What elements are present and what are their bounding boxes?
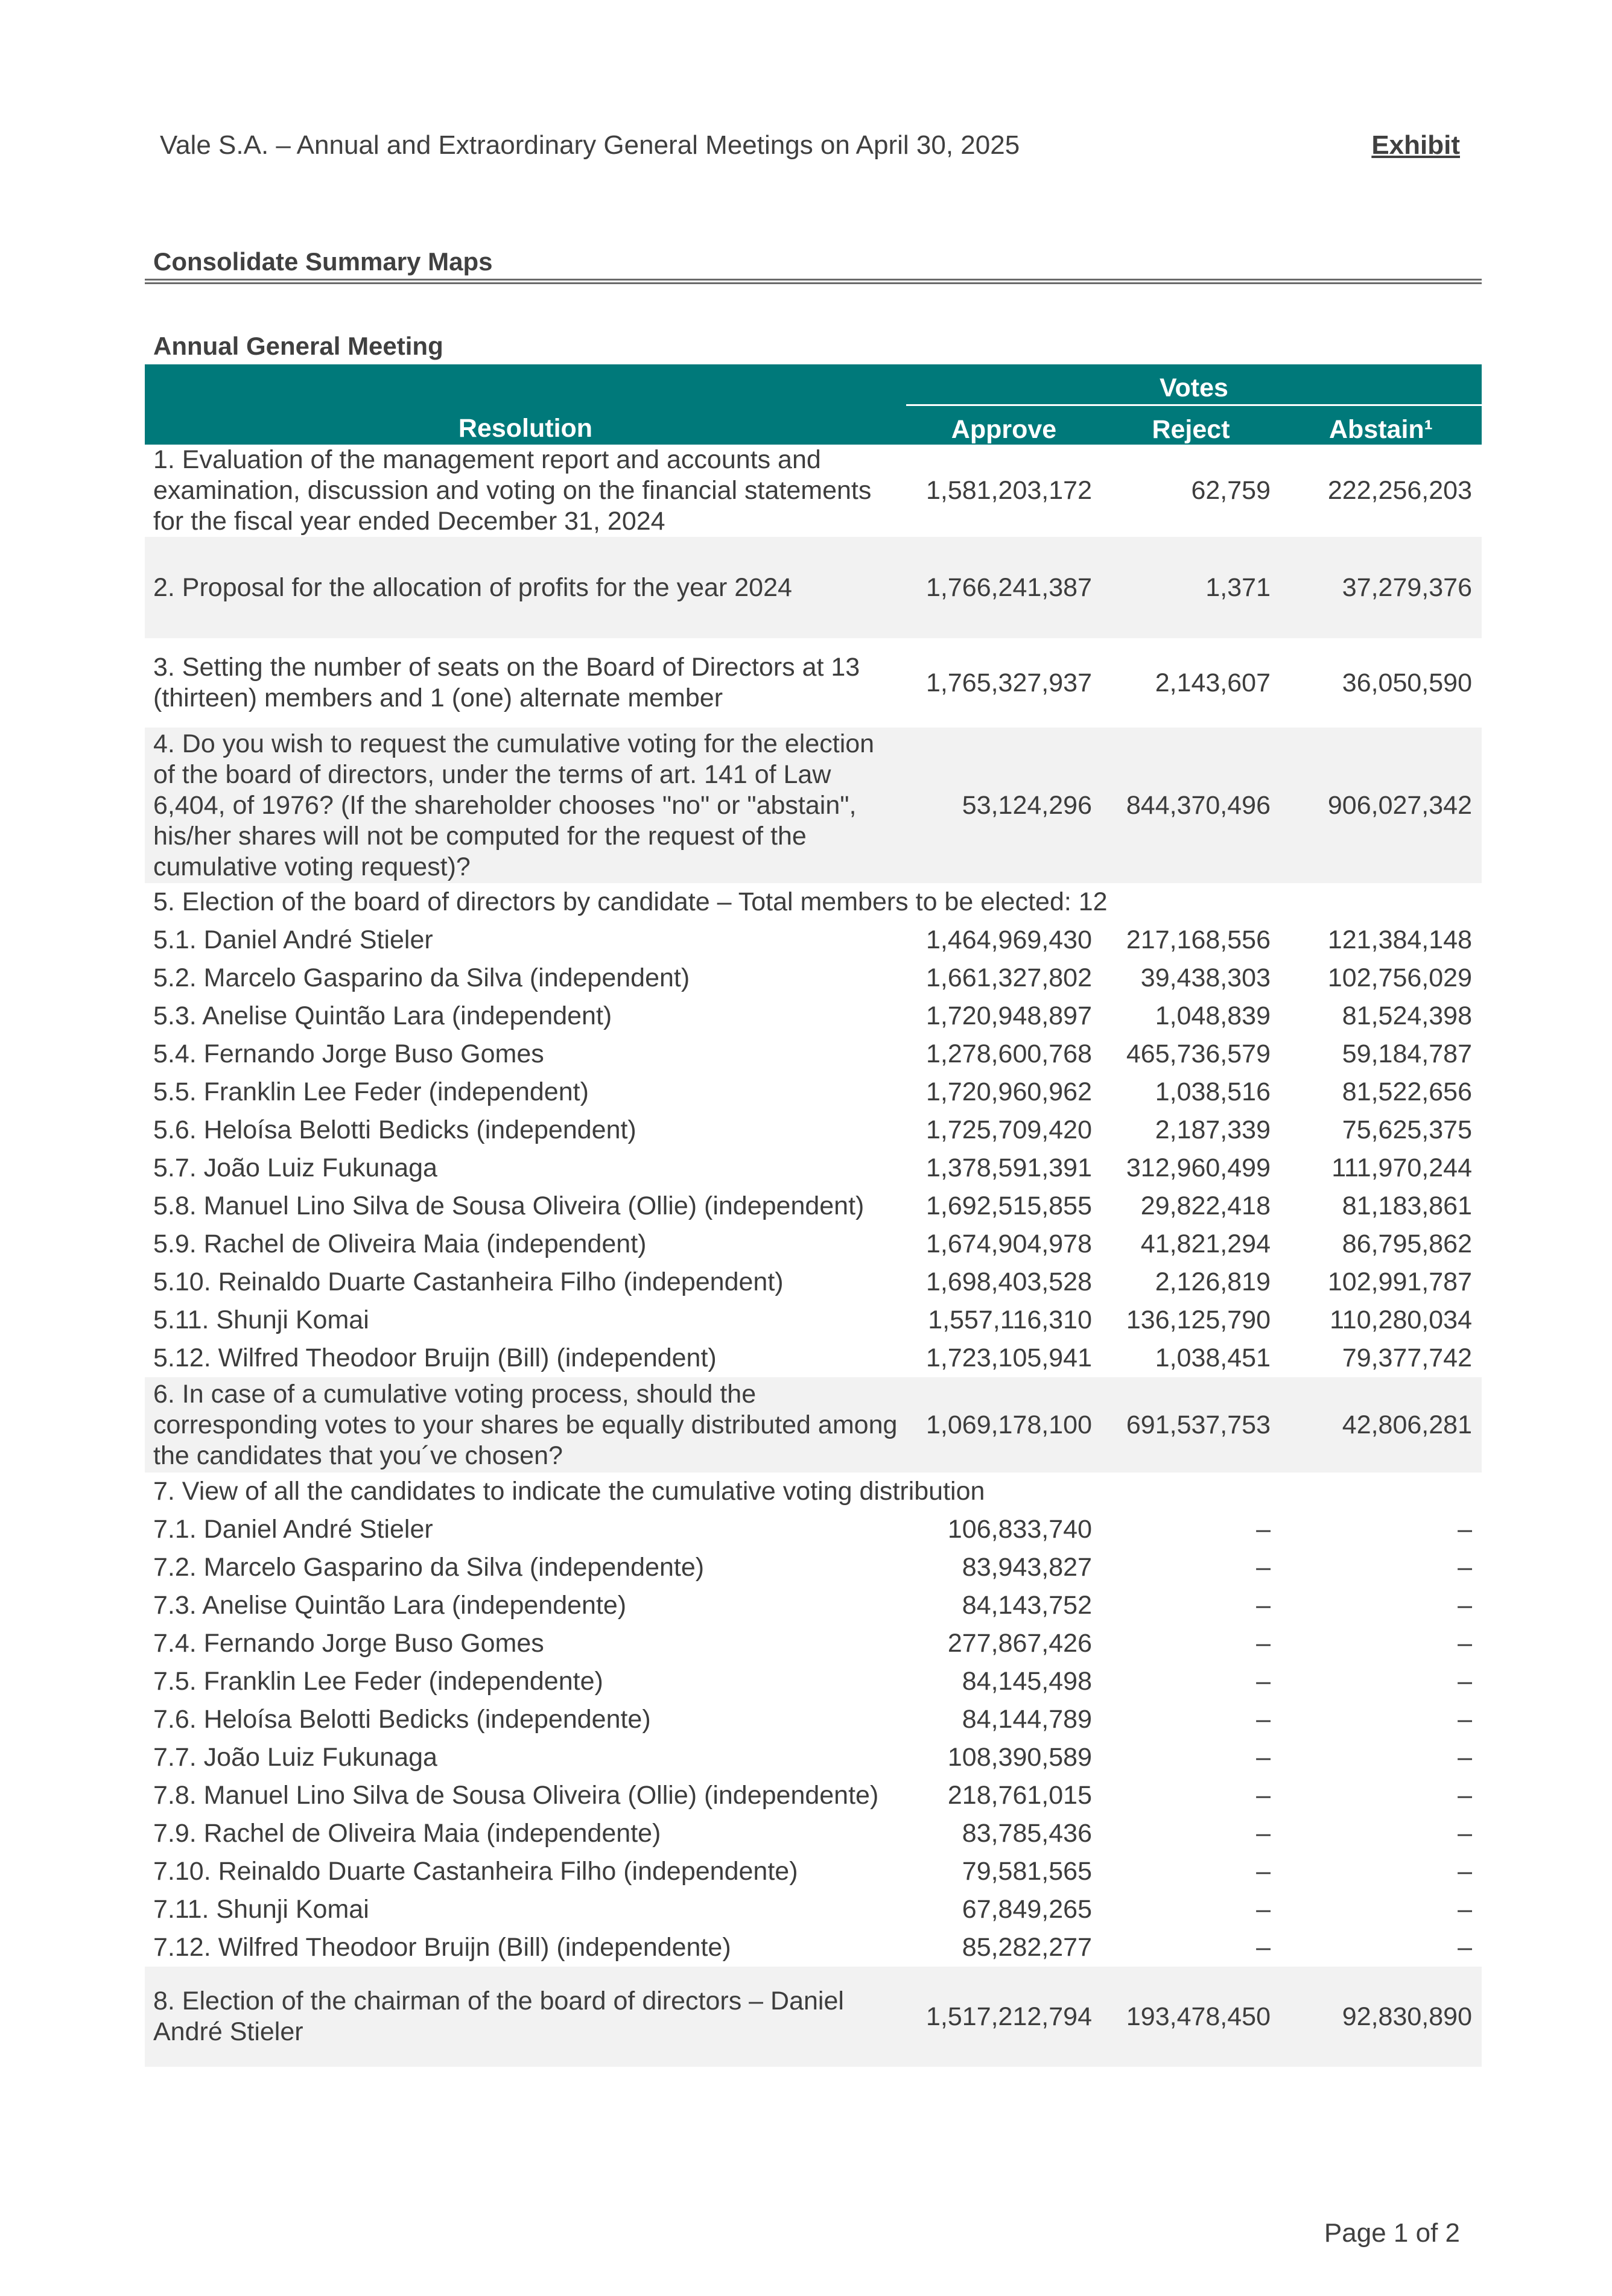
table-row [145,1339,1482,1377]
resolution-cell: 5.12. Wilfred Theodoor Bruijn (Bill) (independent) [153,1343,717,1372]
reject-cell: 465,736,579 [1126,1039,1271,1068]
resolution-cell: 7.1. Daniel André Stieler [153,1515,433,1544]
abstain-cell: 81,522,656 [1342,1077,1472,1106]
reject-cell: 844,370,496 [1102,728,1280,883]
approve-cell: 85,282,277 [962,1933,1092,1962]
reject-cell: – [1256,1515,1271,1544]
reject-cell: – [1256,1667,1271,1696]
table-row [145,1739,1482,1777]
reject-cell: – [1256,1895,1271,1924]
table-row [145,1929,1482,1967]
abstain-cell: 111,970,244 [1331,1153,1472,1182]
approve-cell: 1,698,403,528 [926,1267,1092,1296]
section-row [145,1473,1482,1511]
approve-cell: 83,785,436 [962,1819,1092,1848]
resolution-cell: 8. Election of the chairman of the board of directors – Daniel André Stieler [145,1967,906,2067]
approve-cell: 277,867,426 [947,1629,1092,1658]
approve-cell: 1,464,969,430 [926,925,1092,954]
abstain-cell: 222,256,203 [1327,476,1472,505]
page-number: Page 1 of 2 [1324,2218,1460,2248]
resolution-cell: 5.10. Reinaldo Duarte Castanheira Filho (independent) [153,1267,784,1296]
reject-cell: 691,537,753 [1102,1377,1280,1473]
reject-cell: 1,371 [1102,537,1280,638]
table-row [145,1891,1482,1929]
reject-cell: 136,125,790 [1126,1305,1271,1334]
column-header-reject: Reject [1102,405,1280,445]
reject-cell: – [1256,1781,1271,1810]
approve-cell: 53,124,296 [906,728,1102,883]
approve-cell: 1,517,212,794 [906,1967,1102,2067]
approve-cell: 1,278,600,768 [926,1039,1092,1068]
abstain-cell: – [1458,1667,1472,1696]
meeting-title: Annual General Meeting [153,332,443,360]
resolution-cell: 5.1. Daniel André Stieler [153,925,433,954]
table-row [145,1777,1482,1815]
abstain-cell: – [1458,1857,1472,1886]
table-row [145,1625,1482,1663]
abstain-cell: – [1458,1629,1472,1658]
resolution-cell: 5.9. Rachel de Oliveira Maia (independent) [153,1229,647,1258]
abstain-cell: 59,184,787 [1342,1039,1472,1068]
abstain-cell: 79,377,742 [1342,1343,1472,1372]
resolution-cell: 6. In case of a cumulative voting process, should the corresponding votes to your shares be equally distributed among the candidates that you´ve chosen? [145,1377,906,1473]
approve-cell: 67,849,265 [962,1895,1092,1924]
resolution-cell: 7.5. Franklin Lee Feder (independente) [153,1667,603,1696]
approve-cell: 84,144,789 [962,1705,1092,1734]
reject-cell: 62,759 [1191,476,1271,505]
resolution-cell: 7.2. Marcelo Gasparino da Silva (independente) [153,1553,705,1582]
approve-cell: 1,378,591,391 [926,1153,1092,1182]
approve-cell: 1,674,904,978 [926,1229,1092,1258]
reject-cell: 39,438,303 [1140,963,1271,992]
resolution-cell: 2. Proposal for the allocation of profits for the year 2024 [145,537,906,638]
abstain-cell: 37,279,376 [1280,537,1482,638]
table-row [145,638,1482,728]
resolution-cell: 5.8. Manuel Lino Silva de Sousa Oliveira (Ollie) (independent) [153,1191,865,1220]
reject-cell: 1,038,516 [1155,1077,1271,1106]
approve-cell: 1,766,241,387 [906,537,1102,638]
resolution-cell: 5.11. Shunji Komai [153,1305,369,1334]
reject-cell: – [1256,1819,1271,1848]
approve-cell: 84,143,752 [962,1591,1092,1620]
reject-cell: 2,143,607 [1155,668,1271,697]
table-row [145,1549,1482,1587]
reject-cell: – [1256,1743,1271,1772]
table-row [145,1073,1482,1111]
approve-cell: 218,761,015 [947,1781,1092,1810]
approve-cell: 83,943,827 [962,1553,1092,1582]
table-row [145,959,1482,997]
approve-cell: 79,581,565 [962,1857,1092,1886]
abstain-cell: – [1458,1743,1472,1772]
abstain-cell: 121,384,148 [1327,925,1472,954]
reject-cell: 312,960,499 [1126,1153,1271,1182]
reject-cell: – [1256,1857,1271,1886]
table-row [145,1815,1482,1853]
abstain-cell: – [1458,1705,1472,1734]
resolution-cell: 5.5. Franklin Lee Feder (independent) [153,1077,589,1106]
abstain-cell: 92,830,890 [1280,1967,1482,2067]
resolution-cell: 5.4. Fernando Jorge Buso Gomes [153,1039,544,1068]
abstain-cell: – [1458,1819,1472,1848]
abstain-cell: 75,625,375 [1342,1115,1472,1144]
approve-cell: 1,069,178,100 [906,1377,1102,1473]
section-label: 5. Election of the board of directors by candidate – Total members to be elected: 12 [153,887,1108,916]
table-row [145,445,1482,537]
approve-cell: 1,557,116,310 [928,1305,1092,1334]
reject-cell: 217,168,556 [1126,925,1271,954]
abstain-cell: – [1458,1591,1472,1620]
reject-cell: – [1256,1933,1271,1962]
resolution-cell: 7.12. Wilfred Theodoor Bruijn (Bill) (independente) [153,1933,731,1962]
resolution-cell: 5.3. Anelise Quintão Lara (independent) [153,1001,612,1030]
table-row [145,1511,1482,1549]
table-row [145,728,1482,883]
approve-cell: 1,720,948,897 [926,1001,1092,1030]
table-row [145,1187,1482,1225]
abstain-cell: – [1458,1515,1472,1544]
abstain-cell: – [1458,1781,1472,1810]
table-row [145,1035,1482,1073]
abstain-cell: – [1458,1553,1472,1582]
table-row [145,1853,1482,1891]
abstain-cell: – [1458,1895,1472,1924]
table-row [145,997,1482,1035]
abstain-cell: 906,027,342 [1280,728,1482,883]
reject-cell: 2,126,819 [1155,1267,1271,1296]
resolution-cell: 1. Evaluation of the management report and accounts and examination, discussion and voting on the financial statements for the fiscal year ended December 31, 2024 [153,445,872,536]
reject-cell: – [1256,1591,1271,1620]
reject-cell: 1,038,451 [1155,1343,1271,1372]
resolution-cell: 7.11. Shunji Komai [153,1895,369,1924]
abstain-cell: 86,795,862 [1342,1229,1472,1258]
abstain-cell: 102,991,787 [1327,1267,1472,1296]
table-row [145,1377,1482,1473]
column-header-votes: Votes [906,364,1482,405]
table-row [145,1967,1482,2067]
abstain-cell: 110,280,034 [1330,1305,1472,1334]
reject-cell: 193,478,450 [1102,1967,1280,2067]
table-row [145,537,1482,638]
approve-cell: 108,390,589 [947,1743,1092,1772]
approve-cell: 1,720,960,962 [926,1077,1092,1106]
resolutions-table [145,364,1482,2067]
abstain-cell: 42,806,281 [1280,1377,1482,1473]
resolution-cell: 3. Setting the number of seats on the Board of Directors at 13 (thirteen) members and 1 (one) alternate member [153,653,860,712]
approve-cell: 1,661,327,802 [926,963,1092,992]
table-row [145,1263,1482,1301]
abstain-cell: 102,756,029 [1327,963,1472,992]
reject-cell: – [1256,1553,1271,1582]
abstain-cell: – [1458,1933,1472,1962]
section-title: Consolidate Summary Maps [153,247,493,276]
table-row [145,1301,1482,1339]
section-row [145,883,1482,921]
table-row [145,921,1482,959]
approve-cell: 1,765,327,937 [926,668,1092,697]
table-row [145,1149,1482,1187]
resolution-cell: 7.7. João Luiz Fukunaga [153,1743,437,1772]
approve-cell: 1,692,515,855 [926,1191,1092,1220]
resolution-cell: 7.8. Manuel Lino Silva de Sousa Oliveira (Ollie) (independente) [153,1781,879,1810]
approve-cell: 1,723,105,941 [926,1343,1092,1372]
resolution-cell: 5.7. João Luiz Fukunaga [153,1153,437,1182]
resolution-cell: 7.4. Fernando Jorge Buso Gomes [153,1629,544,1658]
reject-cell: 2,187,339 [1155,1115,1271,1144]
document-header-title: Vale S.A. – Annual and Extraordinary General Meetings on April 30, 2025 [160,130,1020,160]
table-row [145,1663,1482,1701]
column-header-approve: Approve [906,405,1102,445]
resolution-cell: 7.9. Rachel de Oliveira Maia (independente) [153,1819,661,1848]
section-divider [145,279,1482,284]
exhibit-label: Exhibit [1371,130,1460,160]
approve-cell: 106,833,740 [947,1515,1092,1544]
reject-cell: – [1256,1705,1271,1734]
resolution-cell: 4. Do you wish to request the cumulative voting for the election of the board of directors, under the terms of art. 141 of Law 6,404, of 1976? (If the shareholder chooses "no" or "abstain", his/her shares will not be computed for the request of the cumulative voting request)? [145,728,906,883]
resolution-cell: 7.10. Reinaldo Duarte Castanheira Filho (independente) [153,1857,798,1886]
table-row [145,1587,1482,1625]
abstain-cell: 36,050,590 [1342,668,1472,697]
table-body [145,445,1482,2067]
resolution-cell: 7.6. Heloísa Belotti Bedicks (independente) [153,1705,651,1734]
table-row [145,1225,1482,1263]
table-row [145,1111,1482,1149]
resolution-cell: 5.2. Marcelo Gasparino da Silva (independent) [153,963,690,992]
column-header-abstain: Abstain¹ [1280,405,1482,445]
reject-cell: 1,048,839 [1155,1001,1271,1030]
column-header-resolution: Resolution [145,364,906,445]
approve-cell: 1,581,203,172 [926,476,1092,505]
reject-cell: 29,822,418 [1140,1191,1271,1220]
abstain-cell: 81,524,398 [1342,1001,1472,1030]
table-row [145,1701,1482,1739]
approve-cell: 84,145,498 [962,1667,1092,1696]
approve-cell: 1,725,709,420 [926,1115,1092,1144]
resolution-cell: 7.3. Anelise Quintão Lara (independente) [153,1591,627,1620]
abstain-cell: 81,183,861 [1342,1191,1472,1220]
reject-cell: 41,821,294 [1140,1229,1271,1258]
reject-cell: – [1256,1629,1271,1658]
resolution-cell: 5.6. Heloísa Belotti Bedicks (independent) [153,1115,636,1144]
section-label: 7. View of all the candidates to indicate the cumulative voting distribution [153,1477,985,1506]
